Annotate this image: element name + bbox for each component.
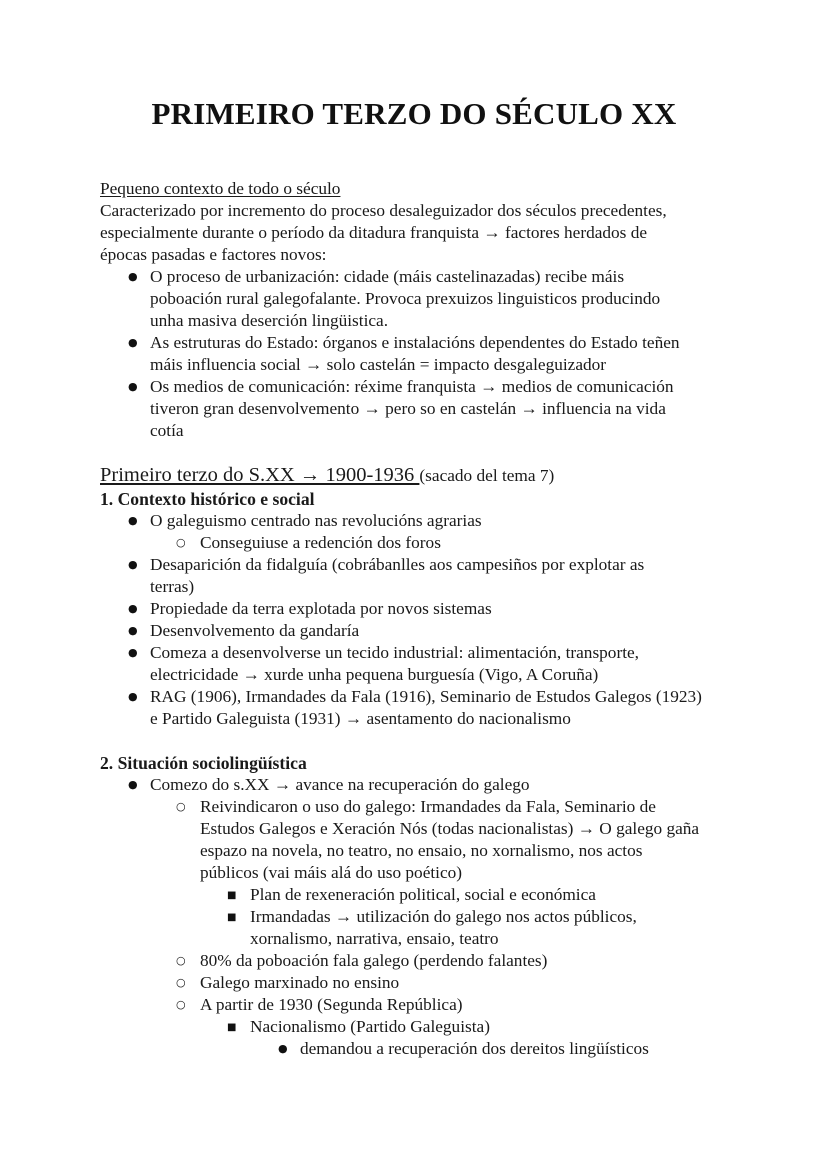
section1-heading: 1. Contexto histórico e social bbox=[100, 489, 315, 509]
list-item-line: e Partido Galeguista (1931) → asentamento do nacionalismo bbox=[150, 709, 571, 728]
bullet-disc-icon bbox=[278, 1038, 288, 1060]
bullet-disc-icon bbox=[128, 376, 138, 398]
list-item-line: unha masiva deserción lingüistica. bbox=[150, 311, 389, 330]
section2-heading: 2. Situación sociolingüística bbox=[100, 753, 307, 773]
bullet-disc-icon bbox=[128, 332, 138, 354]
list-item-line: máis influencia social → solo castelán = impacto desgaleguizador bbox=[150, 355, 607, 374]
section-heading-note: (sacado del tema 7) bbox=[419, 466, 555, 485]
bullet-square-icon bbox=[227, 1016, 236, 1039]
list-item-line: poboación rural galegofalante. Provoca prexuizos linguisticos producindo bbox=[150, 289, 661, 308]
intro-paragraph-line: épocas pasadas e factores novos: bbox=[100, 245, 327, 264]
list-item-line: Desaparición da fidalguía (cobrábanlles aos campesiños por explotar as bbox=[150, 555, 645, 574]
list-item-line: Conseguiuse a redención dos foros bbox=[200, 533, 441, 552]
list-item-line: Comeza a desenvolverse un tecido industrial: alimentación, transporte, bbox=[150, 643, 639, 662]
bullet-disc-icon bbox=[128, 554, 138, 576]
intro-heading: Pequeno contexto de todo o século bbox=[100, 179, 341, 198]
list-item-line: Plan de rexeneración political, social e económica bbox=[250, 885, 596, 904]
intro-paragraph-line: especialmente durante o período da ditadura franquista → factores herdados de bbox=[100, 223, 648, 242]
list-item-line: Os medios de comunicación: réxime franquista → medios de comunicación bbox=[150, 377, 674, 396]
list-item-line: Estudos Galegos e Xeración Nós (todas nacionalistas) → O galego gaña bbox=[200, 819, 700, 838]
list-item-line: Nacionalismo (Partido Galeguista) bbox=[250, 1017, 490, 1036]
section-heading-main: Primeiro terzo do S.XX → 1900-1936 bbox=[100, 464, 420, 486]
bullet-disc-icon bbox=[128, 620, 138, 642]
list-item-line: espazo na novela, no teatro, no ensaio, no xornalismo, nos actos bbox=[200, 841, 643, 860]
bullet-disc-icon bbox=[128, 598, 138, 620]
bullet-square-icon bbox=[227, 906, 236, 929]
bullet-disc-icon bbox=[128, 642, 138, 664]
bullet-disc-icon bbox=[128, 510, 138, 532]
list-item-line: Galego marxinado no ensino bbox=[200, 973, 400, 992]
list-item-line: Propiedade da terra explotada por novos sistemas bbox=[150, 599, 492, 618]
list-item-line: O galeguismo centrado nas revolucións agrarias bbox=[150, 511, 482, 530]
list-item-line: electricidade → xurde unha pequena burguesía (Vigo, A Coruña) bbox=[150, 665, 599, 684]
list-item-line: Irmandadas → utilización do galego nos actos públicos, bbox=[250, 907, 637, 926]
bullet-circle-icon bbox=[176, 950, 186, 972]
list-item-line: RAG (1906), Irmandades da Fala (1916), Seminario de Estudos Galegos (1923) bbox=[150, 687, 702, 706]
list-item-line: O proceso de urbanización: cidade (máis castelinazadas) recibe máis bbox=[150, 267, 625, 286]
bullet-circle-icon bbox=[176, 796, 186, 818]
bullet-circle-icon bbox=[176, 532, 186, 554]
bullet-circle-icon bbox=[176, 994, 186, 1016]
bullet-disc-icon bbox=[128, 774, 138, 796]
list-item-line: cotía bbox=[150, 421, 184, 440]
list-item-line: demandou a recuperación dos dereitos lingüísticos bbox=[300, 1039, 649, 1058]
list-item-line: Reivindicaron o uso do galego: Irmandades da Fala, Seminario de bbox=[200, 797, 656, 816]
list-item-line: Comezo do s.XX → avance na recuperación do galego bbox=[150, 775, 530, 794]
list-item-line: A partir de 1930 (Segunda República) bbox=[200, 995, 463, 1014]
page-title: PRIMEIRO TERZO DO SÉCULO XX bbox=[151, 96, 677, 131]
list-item-line: terras) bbox=[150, 577, 195, 596]
bullet-disc-icon bbox=[128, 686, 138, 708]
list-item-line: tiveron gran desenvolvemento → pero so en castelán → influencia na vida bbox=[150, 399, 666, 418]
list-item-line: 80% da poboación fala galego (perdendo falantes) bbox=[200, 951, 548, 970]
list-item-line: As estruturas do Estado: órganos e instalacións dependentes do Estado teñen bbox=[150, 333, 680, 352]
intro-paragraph-line: Caracterizado por incremento do proceso desaleguizador dos séculos precedentes, bbox=[100, 201, 667, 220]
list-item-line: xornalismo, narrativa, ensaio, teatro bbox=[250, 929, 499, 948]
bullet-square-icon bbox=[227, 884, 236, 907]
bullet-disc-icon bbox=[128, 266, 138, 288]
bullet-circle-icon bbox=[176, 972, 186, 994]
list-item-line: públicos (vai máis alá do uso poético) bbox=[200, 863, 463, 882]
list-item-line: Desenvolvemento da gandaría bbox=[150, 621, 360, 640]
section-heading bbox=[100, 464, 554, 487]
